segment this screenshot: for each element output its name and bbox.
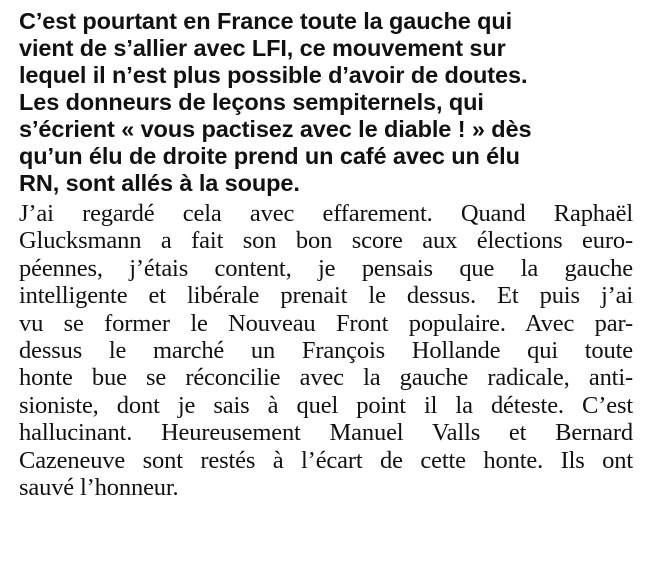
answer-line: hallucinant. Heureusement Manuel Valls et Bernard	[19, 419, 633, 447]
answer-line: intelligente et libérale prenait le dessus. Et puis j’ai	[19, 282, 633, 310]
answer-line: J’ai regardé cela avec effarement. Quand Raphaël	[19, 200, 633, 227]
question-line: Les donneurs de leçons sempiternels, qui	[19, 89, 484, 115]
answer-line: péennes, j’étais content, je pensais que la gauche	[19, 254, 633, 282]
question-line: lequel il n’est plus possible d’avoir de doutes.	[19, 62, 528, 88]
question-line: qu’un élu de droite prend un café avec un élu	[19, 143, 520, 169]
interview-question	[19, 8, 633, 197]
answer-line: vu se former le Nouveau Front populaire. Avec par-	[19, 309, 633, 337]
answer-line: dessus le marché un François Hollande qui toute	[19, 337, 633, 365]
answer-line: honte bue se réconcilie avec la gauche radicale, anti-	[19, 364, 633, 392]
answer-line: sioniste, dont je sais à quel point il la déteste. C’est	[19, 391, 633, 419]
answer-line: Glucksmann a fait son bon score aux élections euro-	[19, 227, 633, 255]
question-line: s’écrient « vous pactisez avec le diable ! » dès	[19, 116, 532, 142]
question-line: vient de s’allier avec LFI, ce mouvement sur	[19, 35, 506, 61]
question-line: C’est pourtant en France toute la gauche qui	[19, 8, 513, 34]
answer-line: sauvé l’honneur.	[19, 474, 179, 502]
article-excerpt	[19, 8, 633, 501]
interview-answer	[19, 200, 633, 501]
answer-line: Cazeneuve sont restés à l’écart de cette honte. Ils ont	[19, 446, 633, 474]
question-line: RN, sont allés à la soupe.	[19, 170, 300, 196]
